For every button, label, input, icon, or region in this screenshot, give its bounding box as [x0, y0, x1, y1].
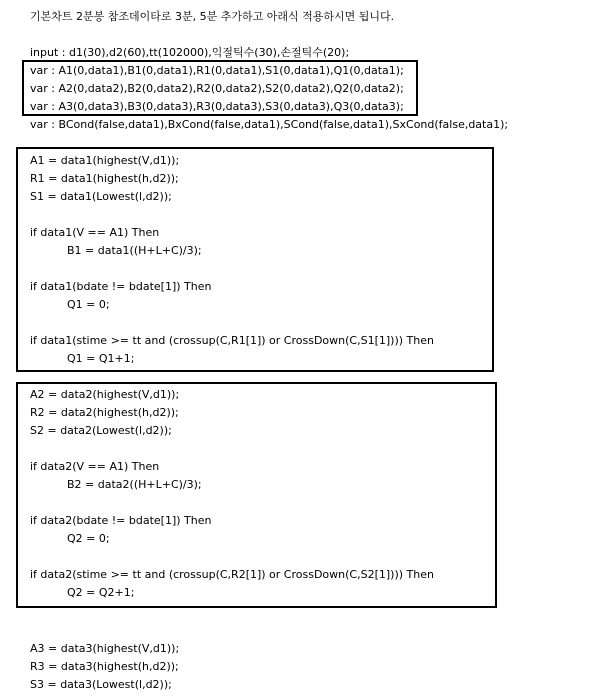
code-line: if data1(V == A1) Then [30, 226, 160, 239]
code-line: S1 = data1(Lowest(l,d2)); [30, 190, 172, 203]
code-line: B2 = data2((H+L+C)/3); [67, 478, 202, 491]
code-lines-data2 [30, 386, 434, 602]
code-line: A3 = data3(highest(V,d1)); [30, 642, 180, 655]
blank-line [30, 494, 434, 512]
code-line: Q1 = 0; [67, 298, 110, 311]
code-line: S3 = data3(Lowest(l,d2)); [30, 678, 172, 691]
code-line: A2 = data2(highest(V,d1)); [30, 388, 180, 401]
blank-line [30, 548, 434, 566]
var-declaration-conditions: var : BCond(false,data1),BxCond(false,data1),SCond(false,data1),SxCond(false,data1); [30, 118, 509, 131]
code-line: Q2 = 0; [67, 532, 110, 545]
code-line: R2 = data2(highest(h,d2)); [30, 406, 179, 419]
code-line: if data1(bdate != bdate[1]) Then [30, 280, 212, 293]
code-line: if data1(stime >= tt and (crossup(C,R1[1]) or CrossDown(C,S1[1]))) Then [30, 334, 434, 347]
blank-line [30, 314, 434, 332]
input-declaration: input : d1(30),d2(60),tt(102000),익절틱수(30),손절틱수(20); [30, 46, 350, 59]
var-declaration-data2: var : A2(0,data2),B2(0,data2),R2(0,data2),S2(0,data2),Q2(0,data2); [30, 82, 404, 95]
var-declaration-data3: var : A3(0,data3),B3(0,data3),R3(0,data3),S3(0,data3),Q3(0,data3); [30, 100, 404, 113]
code-line: if data2(bdate != bdate[1]) Then [30, 514, 212, 527]
code-lines-data3 [30, 640, 179, 694]
code-line: S2 = data2(Lowest(l,d2)); [30, 424, 172, 437]
code-line: if data2(V == A1) Then [30, 460, 160, 473]
var-declaration-data1: var : A1(0,data1),B1(0,data1),R1(0,data1),S1(0,data1),Q1(0,data1); [30, 64, 404, 77]
code-line: if data2(stime >= tt and (crossup(C,R2[1]) or CrossDown(C,S2[1]))) Then [30, 568, 434, 581]
code-line: Q2 = Q2+1; [67, 586, 135, 599]
code-lines-data1 [30, 152, 434, 368]
code-line: R1 = data1(highest(h,d2)); [30, 172, 179, 185]
code-line: A1 = data1(highest(V,d1)); [30, 154, 180, 167]
blank-line [30, 206, 434, 224]
blank-line [30, 440, 434, 458]
code-line: B1 = data1((H+L+C)/3); [67, 244, 202, 257]
blank-line [30, 260, 434, 278]
code-line: R3 = data3(highest(h,d2)); [30, 660, 179, 673]
code-line: Q1 = Q1+1; [67, 352, 135, 365]
intro-text: 기본차트 2분봉 참조데이타로 3분, 5분 추가하고 아래식 적용하시면 됩니다. [30, 10, 395, 23]
